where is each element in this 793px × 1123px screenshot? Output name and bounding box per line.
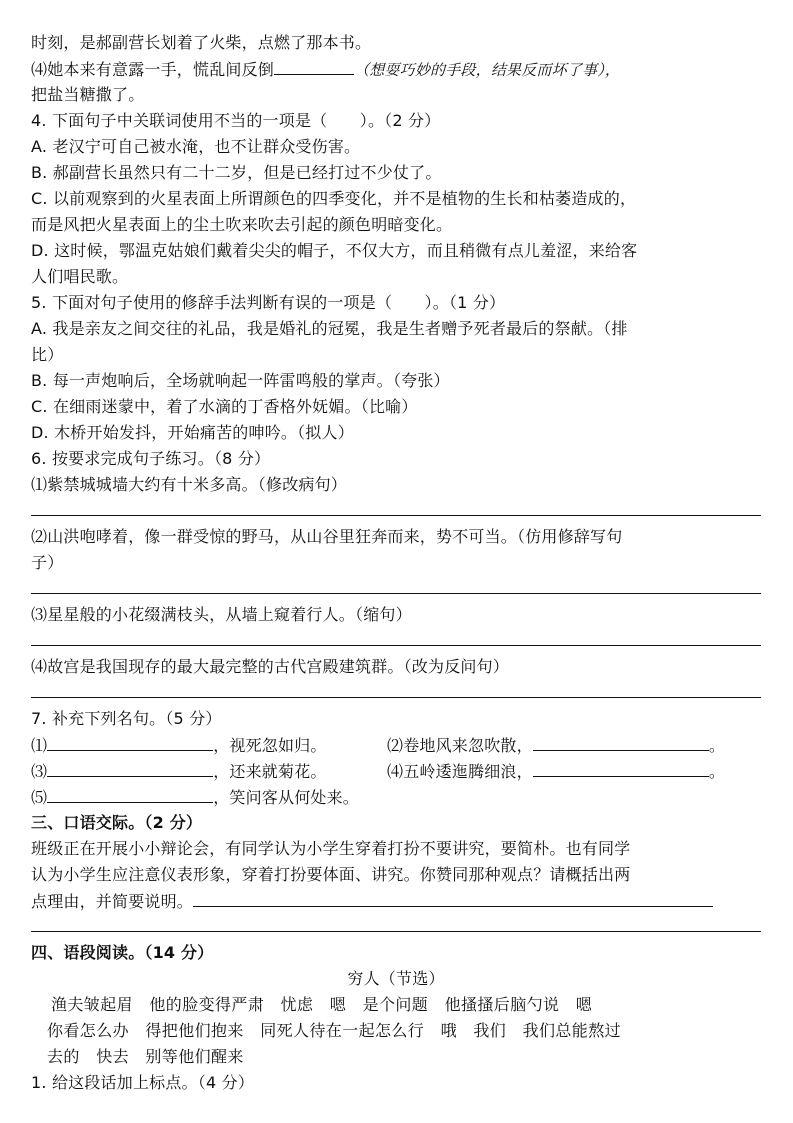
item-number: ⑸ bbox=[31, 788, 48, 807]
text: ，还来就菊花。 bbox=[213, 762, 327, 781]
passage-line: 渔夫皱起眉 他的脸变得严肃 忧虑 嗯 是个问题 他搔搔后脑勺说 嗯 bbox=[51, 995, 593, 1014]
answer-line[interactable] bbox=[31, 914, 761, 940]
sub-question-3: ⑶星星般的小花缀满枝头，从墙上窥着行人。（缩句） bbox=[31, 605, 412, 624]
passage-line: 你看怎么办 得把他们抱来 同死人待在一起怎么行 哦 我们 我们总能熬过 bbox=[47, 1021, 622, 1040]
fill-in-line bbox=[31, 888, 761, 914]
fill-row bbox=[31, 784, 761, 810]
question-4: 4. 下面句子中关联词使用不当的一项是（ ）。（2 分） bbox=[31, 111, 441, 130]
answer-blank[interactable] bbox=[533, 758, 709, 777]
text: 。 bbox=[708, 762, 726, 781]
answer-line[interactable] bbox=[31, 576, 761, 602]
answer-blank[interactable] bbox=[274, 56, 354, 75]
text: 点理由，并简要说明。 bbox=[31, 892, 194, 911]
item-number: ⑴ bbox=[31, 736, 48, 755]
text-line: 班级正在开展小小辩论会，有同学认为小学生穿着打扮不要讲究，要简朴。也有同学 bbox=[31, 839, 631, 858]
answer-line[interactable] bbox=[31, 628, 761, 654]
text: ⑵卷地风来忽吹散， bbox=[387, 736, 533, 755]
answer-blank[interactable] bbox=[47, 758, 213, 777]
option-c: C. 在细雨迷蒙中，着了水滴的丁香格外妩媚。（比喻） bbox=[31, 397, 418, 416]
option-b: B. 每一声炮响后，全场就响起一阵雷鸣般的掌声。（夸张） bbox=[31, 371, 450, 390]
sub-question-2-cont: 子） bbox=[31, 553, 64, 572]
exam-page bbox=[31, 30, 761, 1096]
answer-line[interactable] bbox=[31, 680, 761, 706]
question-5: 5. 下面对句子使用的修辞手法判断有误的一项是（ ）。（1 分） bbox=[31, 293, 506, 312]
option-c-cont: 而是风把火星表面上的尘土吹来吹去引起的颜色明暗变化。 bbox=[31, 215, 453, 234]
answer-blank[interactable] bbox=[47, 732, 213, 751]
answer-blank[interactable] bbox=[193, 888, 713, 907]
option-a-cont: 比） bbox=[31, 345, 64, 364]
option-d-cont: 人们唱民歌。 bbox=[31, 267, 129, 286]
reading-question-1: 1. 给这段话加上标点。（4 分） bbox=[31, 1073, 255, 1092]
text: ，视死忽如归。 bbox=[213, 736, 327, 755]
option-c: C. 以前观察到的火星表面上所谓颜色的四季变化，并不是植物的生长和枯萎造成的， bbox=[31, 189, 637, 208]
text-line: 认为小学生应注意仪表形象，穿着打扮要体面、讲究。你赞同那种观点？请概括出两 bbox=[31, 865, 631, 884]
option-a: A. 老汉宁可自己被水淹，也不让群众受伤害。 bbox=[31, 137, 361, 156]
fill-in-line bbox=[31, 56, 761, 82]
hint-text: （想耍巧妙的手段，结果反而坏了事）， bbox=[354, 61, 621, 79]
text-line: 把盐当糖撒了。 bbox=[31, 85, 145, 104]
section-3-heading: 三、口语交际。（2 分） bbox=[31, 813, 203, 832]
option-b: B. 郝副营长虽然只有二十二岁，但是已经打过不少仗了。 bbox=[31, 163, 442, 182]
fill-row bbox=[31, 758, 761, 784]
text: 。 bbox=[708, 736, 726, 755]
item-number: ⑶ bbox=[31, 762, 48, 781]
passage-title: 穷人（节选） bbox=[347, 969, 445, 988]
text-line: 时刻，是郝副营长划着了火柴，点燃了那本书。 bbox=[31, 33, 372, 52]
sub-question-1: ⑴紫禁城城墙大约有十米多高。（修改病句） bbox=[31, 475, 348, 494]
sub-question-2: ⑵山洪咆哮着，像一群受惊的野马，从山谷里狂奔而来，势不可当。（仿用修辞写句 bbox=[31, 527, 623, 546]
question-7: 7. 补充下列名句。（5 分） bbox=[31, 709, 222, 728]
question-6: 6. 按要求完成句子练习。（8 分） bbox=[31, 449, 271, 468]
text: ，笑问客从何处来。 bbox=[213, 788, 360, 807]
option-d: D. 这时候，鄂温克姑娘们戴着尖尖的帽子，不仅大方，而且稍微有点儿羞涩，来给客 bbox=[31, 241, 638, 260]
section-4-heading: 四、语段阅读。（14 分） bbox=[31, 943, 214, 962]
answer-blank[interactable] bbox=[47, 784, 213, 803]
sub-question-4: ⑷故宫是我国现存的最大最完整的古代宫殿建筑群。（改为反问句） bbox=[31, 657, 510, 676]
answer-line[interactable] bbox=[31, 498, 761, 524]
fill-row bbox=[31, 732, 761, 758]
passage-line: 去的 快去 别等他们醒来 bbox=[47, 1047, 244, 1066]
answer-blank[interactable] bbox=[533, 732, 709, 751]
option-d: D. 木桥开始发抖，开始痛苦的呻吟。（拟人） bbox=[31, 423, 354, 442]
option-a: A. 我是亲友之间交往的礼品，我是婚礼的冠冕，我是生者赠予死者最后的祭献。（排 bbox=[31, 319, 628, 338]
text: ⑷五岭逶迤腾细浪， bbox=[387, 762, 533, 781]
text: ⑷她本来有意露一手，慌乱间反倒 bbox=[31, 60, 275, 79]
